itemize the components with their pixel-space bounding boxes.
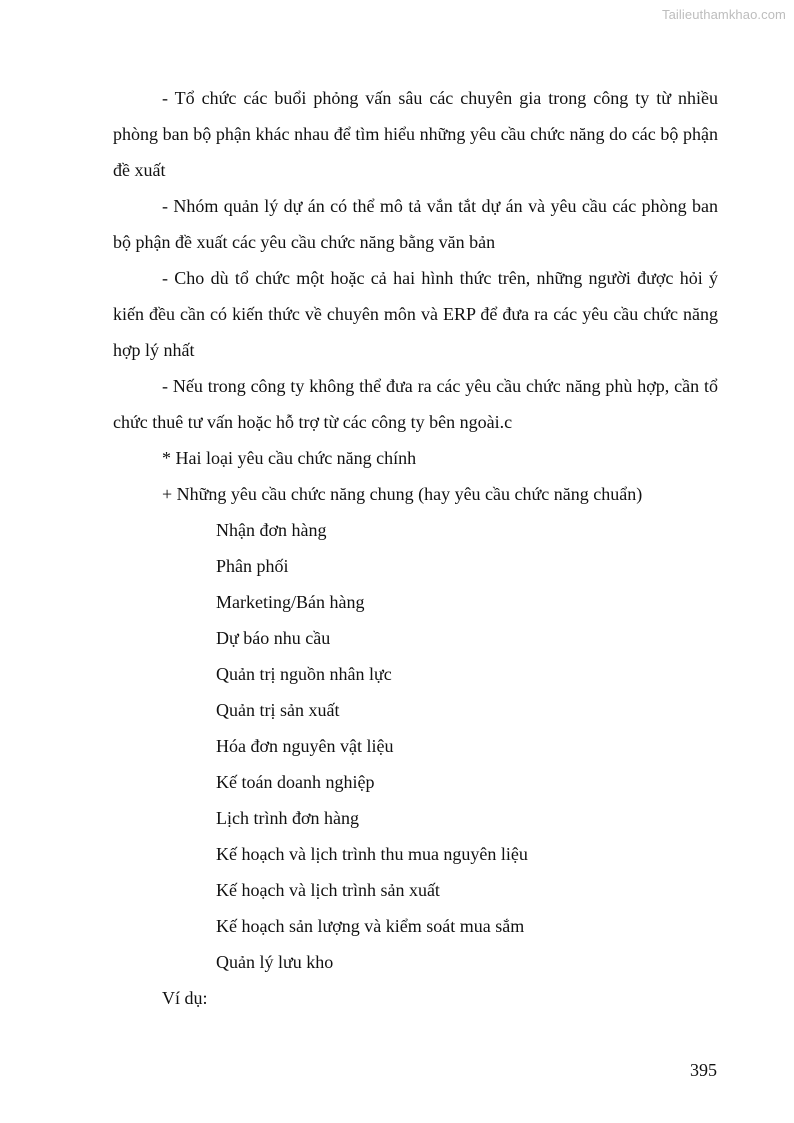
function-list [113,512,718,980]
list-item: Kế hoạch và lịch trình sản xuất [216,880,440,900]
example-label: Ví dụ: [162,988,208,1008]
list-item: Nhận đơn hàng [216,520,327,540]
list-item: Kế toán doanh nghiệp [216,772,375,792]
list-item: Quản trị nguồn nhân lực [216,664,392,684]
list-item: Dự báo nhu cầu [216,628,331,648]
list-item: Kế hoạch và lịch trình thu mua nguyên liệu [216,844,528,864]
paragraph-consulting: - Nếu trong công ty không thể đưa ra các yêu cầu chức năng phù hợp, cần tổ chức thuê tư vấn hoặc hỗ trợ từ các công ty bên ngoài.c [113,376,718,432]
list-item: Kế hoạch sản lượng và kiểm soát mua sắm [216,916,525,936]
heading-requirement-types: * Hai loại yêu cầu chức năng chính [162,448,417,468]
paragraph-written-proposal: - Nhóm quản lý dự án có thể mô tả vắn tắt dự án và yêu cầu các phòng ban bộ phận đề xuất các yêu cầu chức năng bằng văn bản [113,196,718,252]
paragraph-knowledge: - Cho dù tổ chức một hoặc cả hai hình thức trên, những người được hỏi ý kiến đều cần có kiến thức về chuyên môn và ERP để đưa ra các yêu cầu chức năng hợp lý nhất [113,268,718,360]
list-item: Marketing/Bán hàng [216,592,365,612]
page-number: 395 [690,1060,717,1080]
page-content [113,80,718,1016]
list-item: Phân phối [216,556,289,576]
list-item: Quản lý lưu kho [216,952,334,972]
watermark: Tailieuthamkhao.com [661,7,786,22]
list-item: Hóa đơn nguyên vật liệu [216,736,394,756]
list-item: Lịch trình đơn hàng [216,808,359,828]
list-item: Quản trị sản xuất [216,700,340,720]
paragraph-interviews: - Tổ chức các buổi phỏng vấn sâu các chuyên gia trong công ty từ nhiều phòng ban bộ phận khác nhau để tìm hiểu những yêu cầu chức năng do các bộ phận đề xuất [113,88,718,180]
heading-general-requirements: + Những yêu cầu chức năng chung (hay yêu cầu chức năng chuẩn) [162,484,643,504]
